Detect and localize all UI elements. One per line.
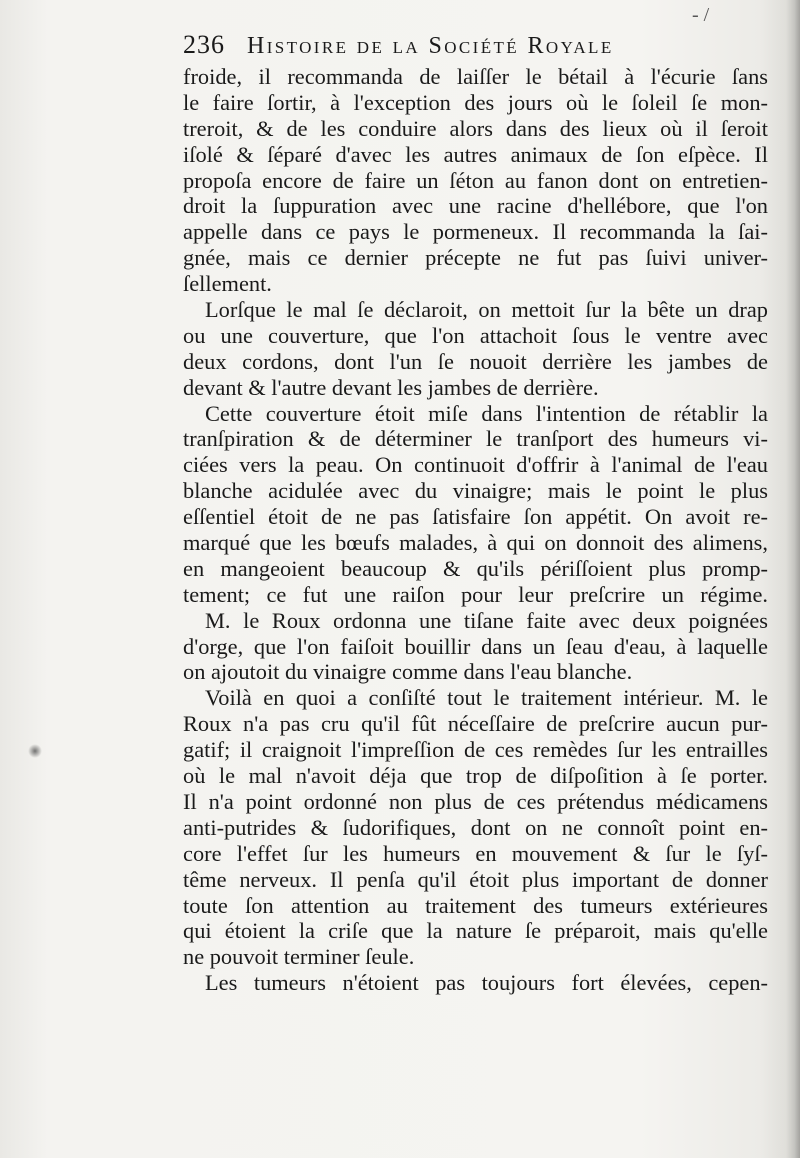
running-title: Histoire de la Société Royale	[247, 33, 614, 59]
text-line: Roux n'a pas cru qu'il fût néceſſaire de preſcrire aucun pur-	[183, 711, 768, 737]
page-edge-shadow	[786, 0, 800, 1158]
text-line: anti-putrides & ſudorifiques, dont on ne connoît point en-	[183, 814, 768, 840]
text-line: deux cordons, dont l'un ſe nouoit derrière les jambes de	[183, 348, 768, 374]
text-line: ſellement.	[183, 271, 272, 297]
text-line: tême nerveux. Il penſa qu'il étoit plus important de donner	[183, 866, 768, 892]
text-line: Il n'a point ordonné non plus de ces prétendus médicamens	[183, 788, 768, 814]
text-line: ne pouvoit terminer ſeule.	[183, 944, 415, 970]
text-line: appelle dans ce pays le pormeneux. Il recommanda la ſai-	[183, 219, 768, 245]
text-line: d'orge, que l'on faiſoit bouillir dans un ſeau d'eau, à laquelle	[183, 633, 768, 659]
page-number: 236	[183, 30, 225, 59]
text-line: devant & l'autre devant les jambes de derrière.	[183, 374, 599, 400]
text-line: on ajoutoit du vinaigre comme dans l'eau blanche.	[183, 659, 633, 685]
text-line: core l'effet ſur les humeurs en mouvement & ſur le ſyſ-	[183, 840, 768, 866]
text-line: Cette couverture étoit miſe dans l'intention de rétablir la	[205, 400, 768, 426]
text-line: blanche acidulée avec du vinaigre; mais le point le plus	[183, 478, 768, 504]
text-line: marqué que les bœufs malades, à qui on donnoit des alimens,	[183, 530, 768, 556]
text-line: droit la ſuppuration avec une racine d'hellébore, que l'on	[183, 193, 768, 219]
corner-mark: - /	[692, 4, 710, 26]
text-line: toute ſon attention au traitement des tumeurs extérieures	[183, 892, 768, 918]
text-line: gatif; il craignoit l'impreſſion de ces remèdes ſur les entrailles	[183, 737, 768, 763]
text-line: qui étoient la criſe que la nature ſe préparoit, mais qu'elle	[183, 918, 768, 944]
text-line: M. le Roux ordonna une tiſane faite avec deux poignées	[205, 607, 768, 633]
text-line: ou une couverture, que l'on attachoit ſous le ventre avec	[183, 322, 768, 348]
text-line: treroit, & de les conduire alors dans des lieux où il ſeroit	[183, 115, 768, 141]
text-line: eſſentiel étoit de ne pas ſatisfaire ſon appétit. On avoit re-	[183, 504, 768, 530]
body-text	[183, 64, 768, 996]
text-line: le faire ſortir, à l'exception des jours où le ſoleil ſe mon-	[183, 89, 768, 115]
text-line: en mangeoient beaucoup & qu'ils périſſoient plus promp-	[183, 555, 768, 581]
text-line: où le mal n'avoit déja que trop de diſpoſition à ſe porter.	[183, 763, 768, 789]
text-line: froide, il recommanda de laiſſer le bétail à l'écurie ſans	[183, 64, 768, 89]
text-line: gnée, mais ce dernier précepte ne fut pas ſuivi univer-	[183, 245, 768, 271]
text-line: Les tumeurs n'étoient pas toujours fort élevées, cepen-	[205, 970, 768, 996]
text-line: tement; ce fut une raiſon pour leur preſcrire un régime.	[183, 581, 768, 607]
page-header	[183, 30, 743, 66]
text-line: Voilà en quoi a conſiſté tout le traitement intérieur. M. le	[205, 685, 768, 711]
text-line: Lorſque le mal ſe déclaroit, on mettoit ſur la bête un drap	[205, 297, 768, 323]
ink-blot	[28, 744, 42, 758]
text-line: ciées vers la peau. On continuoit d'offrir à l'animal de l'eau	[183, 452, 768, 478]
text-line: iſolé & ſéparé d'avec les autres animaux de ſon eſpèce. Il	[183, 141, 768, 167]
text-line: tranſpiration & de déterminer le tranſport des humeurs vi-	[183, 426, 768, 452]
text-line: propoſa encore de faire un ſéton au fanon dont on entretien-	[183, 167, 768, 193]
